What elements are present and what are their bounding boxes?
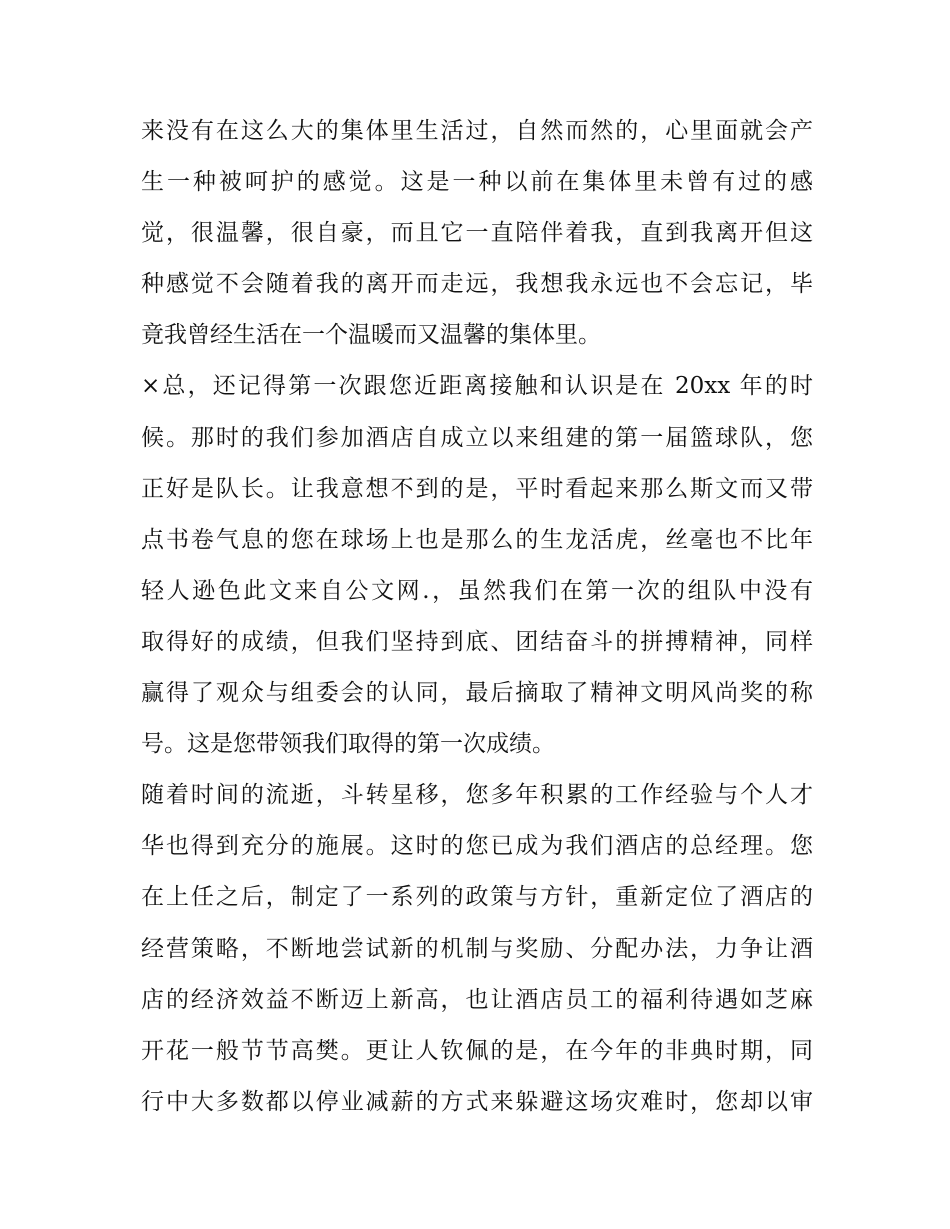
text-line: 号。这是您带领我们取得的第一次成绩。	[141, 731, 555, 758]
text-line: 轻人逊色此文来自公文网.，虽然我们在第一次的组队中没有	[141, 577, 813, 604]
text-line: 竟我曾经生活在一个温暖而又温馨的集体里。	[141, 322, 601, 349]
text-line: 开花一般节节高樊。更让人钦佩的是，在今年的非典时期，同	[141, 1037, 813, 1064]
document-body	[141, 106, 813, 1128]
text-line: 行中大多数都以停业减薪的方式来躲避这场灾难时，您却以审	[141, 1088, 813, 1115]
text-line: 经营策略，不断地尝试新的机制与奖励、分配办法，力争让酒	[141, 935, 813, 962]
text-line: 种感觉不会随着我的离开而走远，我想我永远也不会忘记，毕	[141, 271, 813, 298]
text-line: 点书卷气息的您在球场上也是那么的生龙活虎，丝毫也不比年	[141, 526, 813, 553]
text-line: 生一种被呵护的感觉。这是一种以前在集体里未曾有过的感	[141, 169, 813, 196]
text-line: 在上任之后，制定了一系列的政策与方针，重新定位了酒店的	[141, 884, 813, 911]
text-line: 觉，很温馨，很自豪，而且它一直陪伴着我，直到我离开但这	[141, 220, 813, 247]
text-line: 正好是队长。让我意想不到的是，平时看起来那么斯文而又带	[141, 475, 813, 502]
text-line: ×总，还记得第一次跟您近距离接触和认识是在 20xx 年的时	[141, 373, 813, 400]
text-line: 店的经济效益不断迈上新高，也让酒店员工的福利待遇如芝麻	[141, 986, 813, 1013]
text-line: 赢得了观众与组委会的认同，最后摘取了精神文明风尚奖的称	[141, 680, 813, 707]
text-line: 华也得到充分的施展。这时的您已成为我们酒店的总经理。您	[141, 833, 813, 860]
text-line: 候。那时的我们参加酒店自成立以来组建的第一届篮球队，您	[141, 424, 813, 451]
text-line: 取得好的成绩，但我们坚持到底、团结奋斗的拼搏精神，同样	[141, 628, 813, 655]
text-line: 来没有在这么大的集体里生活过，自然而然的，心里面就会产	[141, 118, 813, 144]
text-line: 随着时间的流逝，斗转星移，您多年积累的工作经验与个人才	[141, 782, 813, 809]
